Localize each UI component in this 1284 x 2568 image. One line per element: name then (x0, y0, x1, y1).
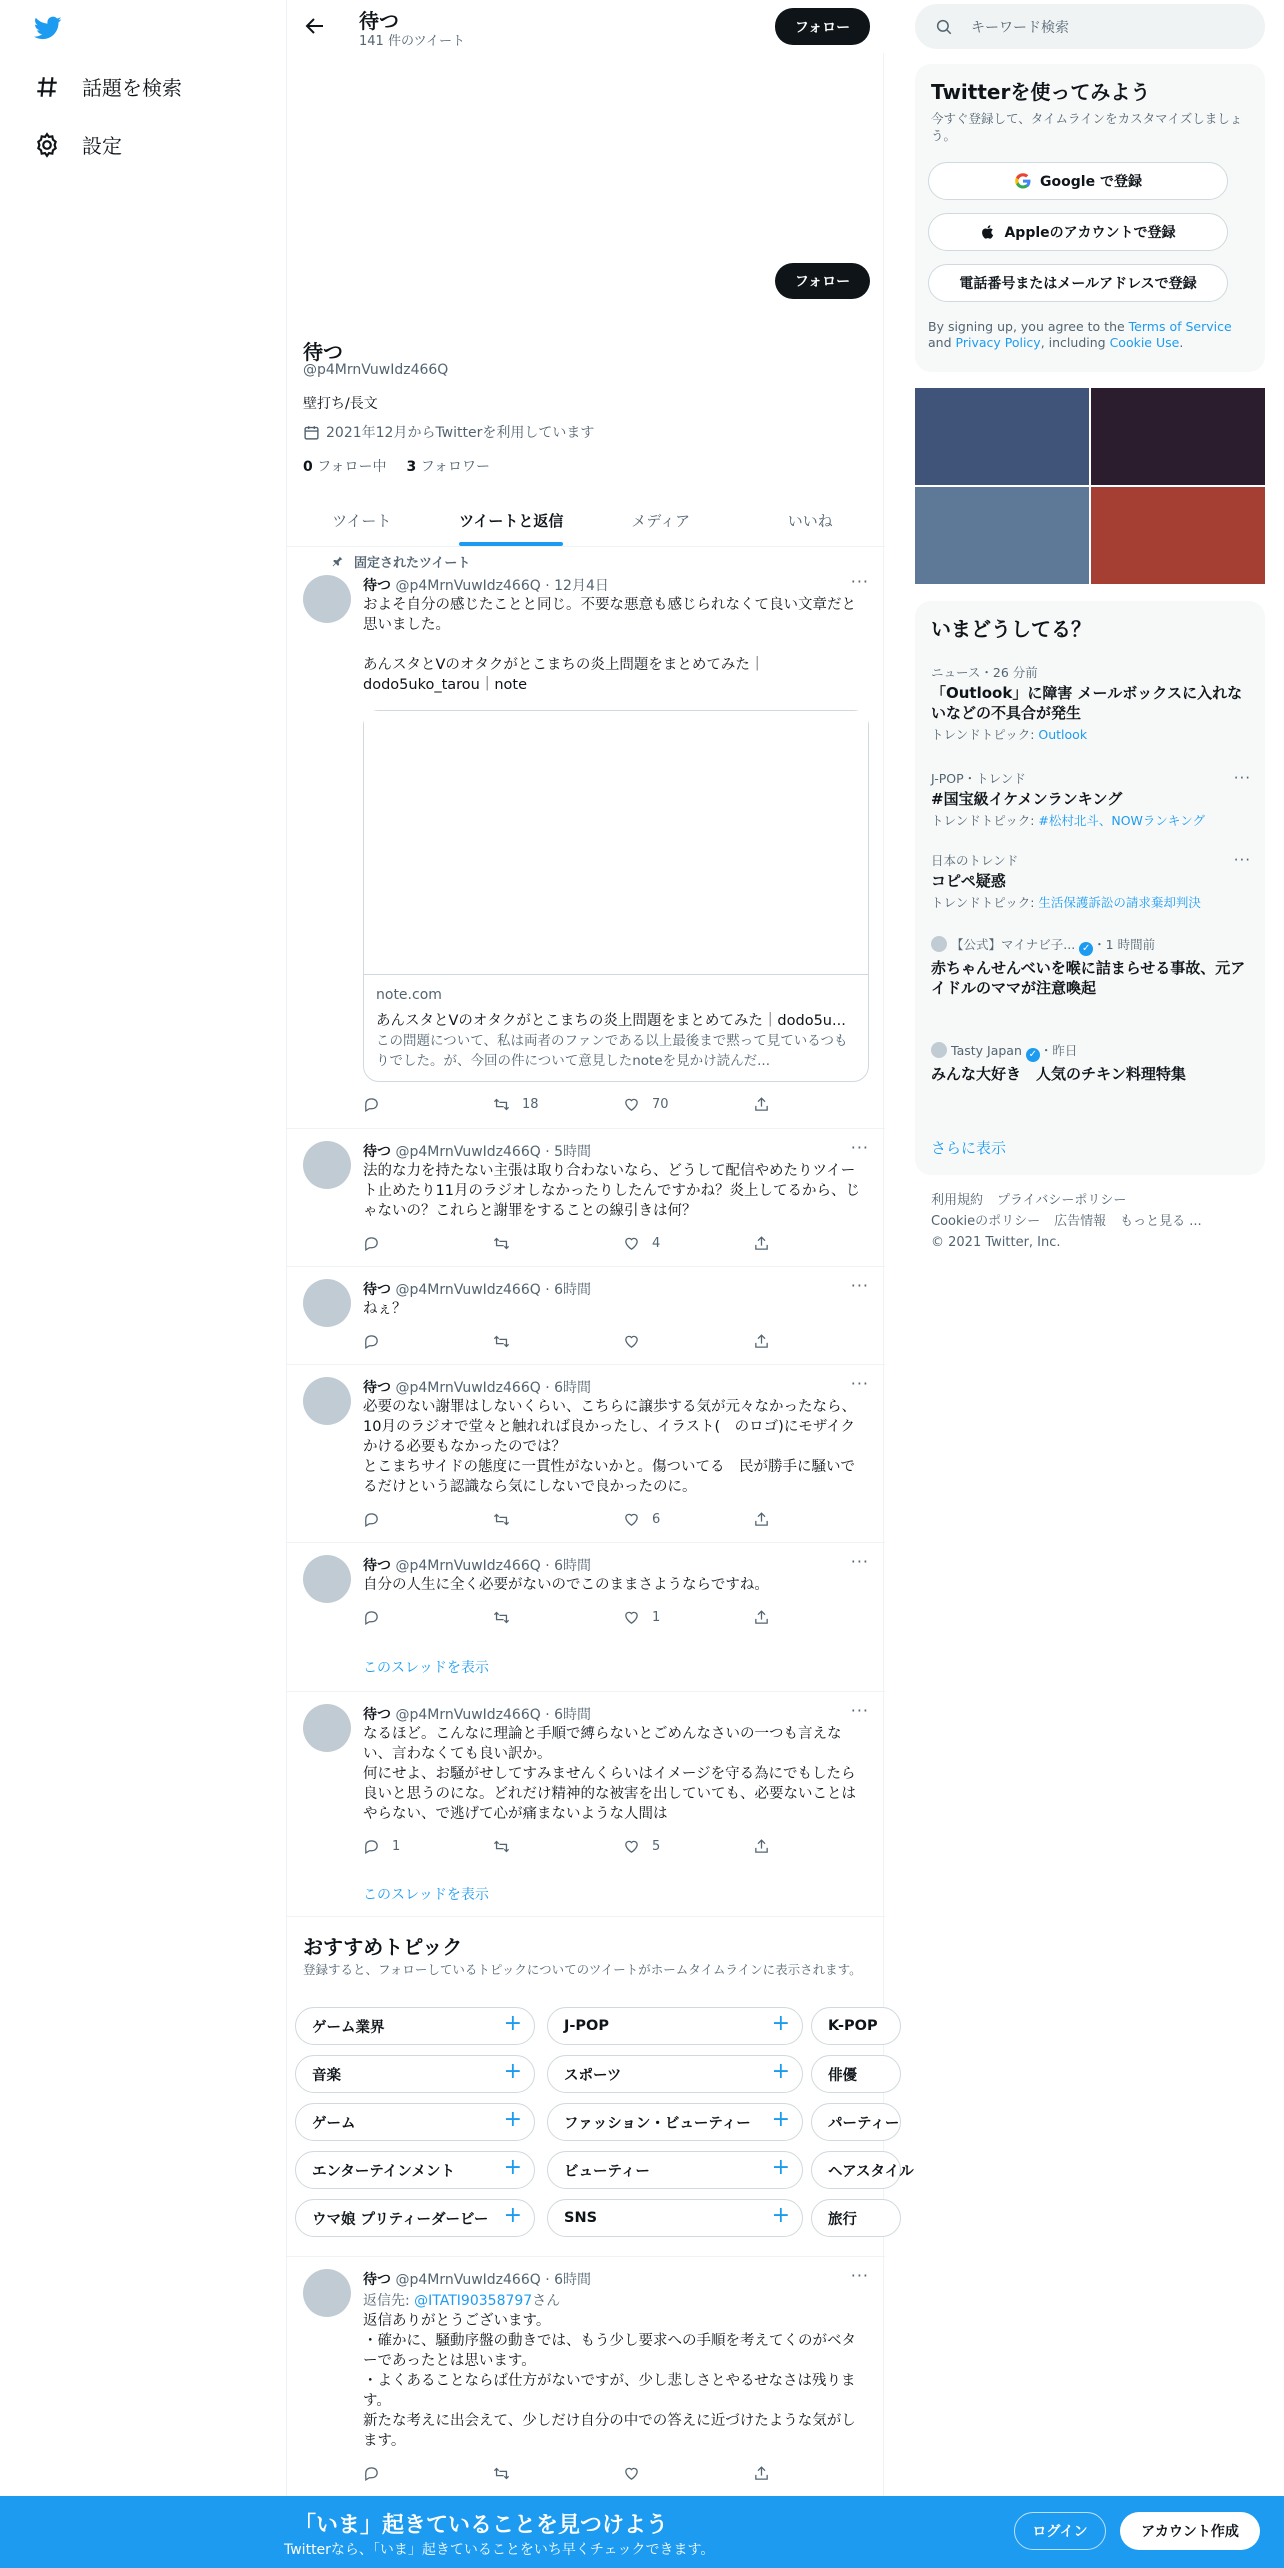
retweet-icon (493, 1235, 510, 1252)
reply-icon (363, 1838, 380, 1855)
retweet-icon (493, 1609, 510, 1626)
show-thread-link[interactable]: このスレッドを表示 (363, 1660, 489, 1676)
topic-chip[interactable] (295, 2199, 535, 2237)
trend-topic-link[interactable]: Outlook (1038, 727, 1088, 742)
share-button[interactable] (753, 2465, 773, 2482)
show-thread-link[interactable]: このスレッドを表示 (363, 1887, 489, 1903)
left-nav (0, 0, 286, 2568)
topics-subtitle: 登録すると、フォローしているトピックについてのツイートがホームタイムラインに表示されます。 (303, 1962, 862, 1977)
trend-topic (931, 893, 1251, 911)
like-button[interactable] (623, 1838, 713, 1855)
tweet-time[interactable]: 6時間 (554, 1282, 592, 1298)
search-bar[interactable] (915, 4, 1265, 49)
terms-text-2: and (928, 335, 952, 350)
topic-chip[interactable] (295, 2055, 535, 2093)
pin-icon (331, 555, 344, 568)
tab-tweets-replies[interactable]: ツイートと返信 (437, 494, 587, 546)
trend-meta (931, 1041, 1251, 1062)
topic-chip[interactable] (811, 2151, 914, 2189)
topic-chip[interactable] (547, 2199, 803, 2237)
main-column (286, 0, 914, 2568)
plus-icon[interactable]: + (771, 2011, 790, 2036)
share-icon (753, 1511, 770, 1528)
avatar (931, 936, 947, 952)
like-button[interactable] (623, 1511, 713, 1528)
topic-label: ゲーム (312, 2115, 356, 2132)
topic-label: 音楽 (312, 2067, 341, 2084)
topic-label: ゲーム業界 (312, 2019, 385, 2036)
profile-joined-text: 2021年12月からTwitterを利用しています (326, 425, 595, 441)
retweet-button[interactable] (493, 1609, 583, 1626)
tweet-header: 待つ @p4MrnVuwIdz466Q · 6時間 (363, 1707, 592, 1723)
retweet-icon (493, 2465, 510, 2482)
topic-chip[interactable] (547, 2007, 803, 2045)
reply-button[interactable] (363, 1333, 453, 1350)
tweet-author-handle[interactable]: @p4MrnVuwIdz466Q (395, 1558, 541, 1574)
share-icon (753, 1838, 770, 1855)
like-button[interactable] (623, 1235, 713, 1252)
like-icon (623, 1511, 640, 1528)
twitter-logo-icon[interactable] (32, 14, 64, 42)
nav-settings[interactable] (34, 130, 122, 159)
like-button[interactable] (623, 1096, 713, 1113)
trend-topic-label: トレンドトピック: (931, 813, 1035, 828)
pinned-label: 固定されたツイート (354, 556, 471, 571)
tweet-actions (363, 1096, 773, 1113)
plus-icon[interactable]: + (771, 2059, 790, 2084)
retweet-button[interactable] (493, 2465, 583, 2482)
tweet-header: 待つ @p4MrnVuwIdz466Q · 6時間 (363, 2272, 592, 2288)
retweet-icon (493, 1096, 510, 1113)
header-tweet-count: 141 件のツイート (359, 34, 466, 49)
topic-label: SNS (564, 2210, 598, 2226)
more-icon[interactable]: ··· (1233, 769, 1251, 787)
retweet-button[interactable] (493, 1235, 583, 1252)
phone-email-signup-button[interactable] (928, 264, 1228, 302)
more-icon[interactable]: ··· (850, 1552, 869, 1571)
retweet-icon (493, 1333, 510, 1350)
media-grid (915, 388, 1265, 584)
tweet-author-name[interactable]: 待つ (363, 2272, 391, 2288)
login-button[interactable]: ログイン (1014, 2512, 1106, 2550)
footer-link[interactable]: 広告情報 (1054, 1214, 1107, 1229)
trend-name: 赤ちゃんせんべいを喉に詰まらせる事故、元アイドルのママが注意喚起 (931, 959, 1246, 997)
tweet-text: 自分の人生に全く必要がないのでこのままさようならですね。 (363, 1577, 769, 1593)
more-icon[interactable]: ··· (850, 1701, 869, 1720)
reply-button[interactable] (363, 1096, 453, 1113)
nav-settings-label: 設定 (82, 134, 122, 158)
footer-links (931, 1190, 1251, 1253)
media-thumb[interactable] (1091, 388, 1265, 485)
like-icon (623, 2465, 640, 2482)
trend-topic-link[interactable]: #松村北斗、NOWランキング (1038, 813, 1206, 828)
share-icon (753, 1333, 770, 1350)
tweet-author-name[interactable]: 待つ (363, 578, 391, 594)
plus-icon[interactable]: + (771, 2107, 790, 2132)
topic-label: スポーツ (564, 2067, 622, 2084)
tweet-actions (363, 1235, 773, 1252)
reply-icon (363, 1096, 380, 1113)
following-link[interactable] (303, 456, 387, 476)
tweet-actions (363, 1838, 773, 1855)
profile-handle: @p4MrnVuwIdz466Q (303, 362, 449, 378)
following-count: 0 (303, 459, 313, 475)
share-icon (753, 1096, 770, 1113)
avatar[interactable] (303, 1555, 351, 1603)
profile-name: 待つ (303, 340, 343, 364)
tab-media[interactable]: メディア (631, 511, 691, 530)
share-button[interactable] (753, 1235, 773, 1252)
retweet-icon (493, 1838, 510, 1855)
following-label: フォロー中 (317, 459, 387, 475)
tweet-actions (363, 1609, 773, 1626)
topic-label: 旅行 (828, 2211, 857, 2228)
share-button[interactable] (753, 1609, 773, 1626)
tweet-text: ねぇ？ (363, 1301, 407, 1317)
google-icon (1014, 172, 1032, 190)
reply-to (363, 2290, 560, 2310)
header-profile-name: 待つ (359, 9, 399, 33)
like-button[interactable] (623, 1333, 713, 1350)
retweet-icon (493, 1511, 510, 1528)
tab-tweets[interactable]: ツイート (332, 511, 392, 530)
reply-button[interactable] (363, 1838, 453, 1855)
apple-signup-button[interactable] (928, 213, 1228, 251)
retweet-button[interactable] (493, 1838, 583, 1855)
tweet-header: 待つ @p4MrnVuwIdz466Q · 6時間 (363, 1282, 592, 1298)
tweet-author-name[interactable]: 待つ (363, 1707, 391, 1723)
header-follow-button[interactable]: フォロー (775, 8, 870, 45)
plus-icon[interactable]: + (503, 2155, 522, 2180)
phone-email-signup-label: 電話番号またはメールアドレスで登録 (959, 276, 1197, 292)
tweet-time[interactable]: 6時間 (554, 2272, 592, 2288)
privacy-policy-link[interactable]: Privacy Policy (955, 335, 1041, 350)
link-card-image (364, 711, 868, 975)
back-arrow-icon[interactable] (303, 14, 327, 38)
search-input[interactable]: キーワード検索 (971, 19, 1069, 36)
topic-chip[interactable] (547, 2103, 803, 2141)
trend-name: コピペ疑惑 (931, 872, 1006, 890)
plus-icon[interactable]: + (503, 2203, 522, 2228)
tweet-author-name[interactable]: 待つ (363, 1282, 391, 1298)
signup-title: Twitterを使ってみよう (931, 80, 1151, 104)
plus-icon[interactable]: + (503, 2059, 522, 2084)
share-button[interactable] (753, 1096, 773, 1113)
reply-icon (363, 1333, 380, 1350)
avatar (931, 1042, 947, 1058)
nav-explore[interactable] (34, 72, 182, 101)
google-signup-button[interactable] (928, 162, 1228, 200)
tweet-header: 待つ @p4MrnVuwIdz466Q · 12月4日 (363, 578, 609, 594)
profile-header-bar (287, 0, 885, 53)
retweet-button[interactable] (493, 1096, 583, 1113)
trend-item[interactable] (931, 851, 1251, 911)
tweet-author-handle[interactable]: @p4MrnVuwIdz466Q (395, 578, 541, 594)
tweet-author-handle[interactable]: @p4MrnVuwIdz466Q (395, 1380, 541, 1396)
like-count: 6 (652, 1512, 661, 1527)
tweet-actions (363, 1333, 773, 1350)
reply-icon (363, 1235, 380, 1252)
reply-button[interactable] (363, 1235, 453, 1252)
trend-topic (931, 725, 1251, 743)
trend-item[interactable] (931, 663, 1251, 743)
like-button[interactable] (623, 2465, 713, 2482)
topic-chip[interactable] (547, 2055, 803, 2093)
more-icon[interactable]: ··· (850, 1276, 869, 1295)
tweet-time[interactable]: 12月4日 (554, 578, 609, 594)
tweet-author-handle[interactable]: @p4MrnVuwIdz466Q (395, 1144, 541, 1160)
profile-follow-button[interactable]: フォロー (775, 263, 870, 299)
media-thumb[interactable] (1091, 487, 1265, 584)
trend-meta: 日本のトレンド (931, 853, 1019, 868)
trends-title: いまどうしてる？ (931, 617, 1091, 641)
copyright: © 2021 Twitter, Inc. (931, 1235, 1061, 1250)
reply-button[interactable] (363, 1609, 453, 1626)
avatar[interactable] (303, 1377, 351, 1425)
trend-topic-link[interactable]: 生活保護訴訟の請求棄却判決 (1038, 895, 1201, 910)
tweet-time[interactable]: 6時間 (554, 1707, 592, 1723)
topic-label: ビューティー (564, 2163, 650, 2180)
trend-meta (931, 935, 1251, 956)
avatar[interactable] (303, 1704, 351, 1752)
reply-to-suffix: さん (532, 2293, 561, 2309)
footer-link[interactable]: 利用規約 (931, 1193, 984, 1208)
bottom-signup-bar (0, 2496, 1284, 2568)
tweet-pinned[interactable] (287, 547, 885, 1129)
like-count: 1 (652, 1610, 661, 1625)
topic-chip[interactable] (811, 2199, 901, 2237)
trend-name: #国宝級イケメンランキング (931, 790, 1123, 808)
reply-count: 1 (392, 1839, 401, 1854)
tweet[interactable] (287, 1365, 885, 1543)
terms-of-service-link[interactable]: Terms of Service (1128, 319, 1232, 334)
terms-text-1: By signing up, you agree to the (928, 319, 1125, 334)
like-count: 70 (652, 1097, 669, 1112)
like-count: 5 (652, 1839, 661, 1854)
topic-chip[interactable] (295, 2103, 535, 2141)
cookie-use-link[interactable]: Cookie Use (1109, 335, 1180, 350)
tweet-time[interactable]: 6時間 (554, 1380, 592, 1396)
topic-label: ヘアスタイル (828, 2163, 914, 2180)
trend-topic-label: トレンドトピック: (931, 727, 1035, 742)
profile-tabs (287, 494, 885, 547)
tweet-text: およそ自分の感じたことと同じ。不要な悪意も感じられなくて良い文章だと思いました。 あんスタとVのオタクがとこまちの炎上問題をまとめてみた｜dodo5uko_tarou｜note (363, 597, 856, 693)
retweet-button[interactable] (493, 1511, 583, 1528)
footer-link[interactable]: もっと見る ... (1120, 1214, 1202, 1229)
signup-button[interactable]: アカウント作成 (1120, 2512, 1260, 2550)
profile-joined (303, 422, 594, 442)
hashtag-icon (34, 74, 60, 100)
reply-icon (363, 2465, 380, 2482)
trend-name: 「Outlook」に障害 メールボックスに入れないなどの不具合が発生 (931, 684, 1243, 722)
like-button[interactable] (623, 1609, 713, 1626)
trend-account: Tasty Japan (951, 1043, 1022, 1058)
tweet-text: 必要のない謝罪はしないくらい、こちらに譲歩する気が元々なかったなら、10月のラジオで堂々と触れれば良かったし、イラスト( のロゴ)にモザイクかける必要もなかったのでは？ とこまちサイドの態度に一貫性がないかと。傷ついてる 民が勝手に騒いでるだけという認識なら気にしないで良かったのに。 (363, 1399, 856, 1495)
reply-to-prefix: 返信先: (363, 2293, 410, 2309)
tweet[interactable] (287, 1543, 885, 1692)
apple-icon (980, 224, 996, 240)
tweet-header: 待つ @p4MrnVuwIdz466Q · 5時間 (363, 1144, 592, 1160)
tweet-header: 待つ @p4MrnVuwIdz466Q · 6時間 (363, 1380, 592, 1396)
tweet[interactable] (287, 1267, 885, 1365)
trend-time: ・昨日 (1039, 1043, 1078, 1058)
share-button[interactable] (753, 1333, 773, 1350)
footer-link[interactable]: Cookieのポリシー (931, 1214, 1041, 1229)
trend-account: 【公式】マイナビ子... (951, 937, 1076, 952)
tweet-actions (363, 1511, 773, 1528)
tweet-header: 待つ @p4MrnVuwIdz466Q · 6時間 (363, 1558, 592, 1574)
like-icon (623, 1235, 640, 1252)
media-thumb[interactable] (915, 388, 1089, 485)
reply-icon (363, 1609, 380, 1626)
followers-count: 3 (406, 459, 417, 475)
topic-chip[interactable] (811, 2007, 901, 2045)
tweet-author-handle[interactable]: @p4MrnVuwIdz466Q (395, 1707, 541, 1723)
more-icon[interactable]: ··· (850, 2266, 869, 2285)
avatar[interactable] (303, 575, 351, 623)
avatar[interactable] (303, 1141, 351, 1189)
topic-label: パーティー (828, 2115, 900, 2132)
topic-label: ウマ娘 プリティーダービー (312, 2211, 489, 2228)
like-icon (623, 1609, 640, 1626)
verified-icon: ✓ (1026, 1048, 1040, 1062)
plus-icon[interactable]: + (503, 2107, 522, 2132)
trend-topic-label: トレンドトピック: (931, 895, 1035, 910)
signup-panel (915, 64, 1265, 372)
plus-icon[interactable]: + (771, 2155, 790, 2180)
gear-icon (34, 132, 60, 158)
avatar[interactable] (303, 1279, 351, 1327)
plus-icon[interactable]: + (503, 2011, 522, 2036)
bottom-bar-subtitle: Twitterなら、「いま」起きていることをいち早くチェックできます。 (284, 2542, 715, 2558)
tweet-author-handle[interactable]: @p4MrnVuwIdz466Q (395, 2272, 541, 2288)
trend-topic (931, 811, 1251, 829)
trend-name: みんな大好き 人気のチキン料理特集 (931, 1065, 1186, 1083)
tweet-time[interactable]: 5時間 (554, 1144, 592, 1160)
tweet[interactable] (287, 1129, 885, 1267)
share-icon (753, 2465, 770, 2482)
like-count: 4 (652, 1236, 661, 1251)
tweet-author-name[interactable]: 待つ (363, 1144, 391, 1160)
topics-title: おすすめトピック (303, 1935, 463, 1959)
calendar-icon (303, 424, 320, 441)
reply-icon (363, 1511, 380, 1528)
tweet[interactable] (287, 2257, 885, 2496)
signup-subtitle: 今すぐ登録して、タイムラインをカスタマイズしましょう。 (931, 111, 1243, 143)
apple-signup-label: Appleのアカウントで登録 (1004, 225, 1176, 241)
share-icon (753, 1609, 770, 1626)
topic-chip[interactable] (811, 2103, 901, 2141)
reply-button[interactable] (363, 1511, 453, 1528)
tab-likes[interactable]: いいね (787, 511, 833, 530)
trend-item[interactable] (931, 1041, 1251, 1084)
show-more-link[interactable]: さらに表示 (931, 1139, 1007, 1157)
trend-meta: ニュース・26 分前 (931, 665, 1038, 680)
google-signup-label: Google で登録 (1040, 174, 1142, 190)
tweet-time[interactable]: 6時間 (554, 1558, 592, 1574)
tweet-actions (363, 2465, 773, 2482)
topic-chip[interactable] (295, 2151, 535, 2189)
topic-label: エンターテインメント (312, 2163, 455, 2180)
plus-icon[interactable]: + (771, 2203, 790, 2228)
profile-bio: 壁打ち/長文 (303, 396, 378, 412)
tweet-author-handle[interactable]: @p4MrnVuwIdz466Q (395, 1282, 541, 1298)
tweet-text: 返信ありがとうございます。 ・確かに、騒動序盤の動きでは、もう少し要求への手順を考えてくのがベターであったとは思います。 ・よくあることならば仕方がないですが、少し悲しさとやるせなさは残ります。 新たな考えに出会えて、少しだけ自分の中での答えに近づけたような気がします。 (363, 2313, 856, 2449)
retweet-count: 18 (522, 1097, 539, 1112)
trends-panel (915, 601, 1265, 1175)
pinned-indicator (331, 552, 470, 571)
like-icon (623, 1838, 640, 1855)
media-thumb[interactable] (915, 487, 1089, 584)
profile-follow-stats (303, 456, 490, 476)
tweet-author-name[interactable]: 待つ (363, 1558, 391, 1574)
trend-item[interactable] (931, 769, 1251, 829)
topic-label: ファッション・ビューティー (564, 2115, 751, 2132)
tweet-author-name[interactable]: 待つ (363, 1380, 391, 1396)
followers-label: フォロワー (420, 459, 491, 475)
share-button[interactable] (753, 1838, 773, 1855)
link-card[interactable] (363, 710, 869, 1082)
signup-terms (928, 319, 1248, 351)
share-icon (753, 1235, 770, 1252)
more-icon[interactable]: ··· (850, 1374, 869, 1393)
topic-chip[interactable] (811, 2055, 901, 2093)
trend-time: ・1 時間前 (1093, 937, 1156, 952)
topic-label: J-POP (564, 2018, 609, 2034)
share-button[interactable] (753, 1511, 773, 1528)
tweet-text: なるほど。こんなに理論と手順で縛らないとごめんなさいの一つも言えない、言わなくても良い訳か。 何にせよ、お騒がせしてすみませんくらいはイメージを守る為にでもしたら良いと思うのにな。どれだけ精神的な被害を出していても、必要ないことはやらない、で逃げて心が痛まないような人間は (363, 1726, 856, 1822)
like-icon (623, 1333, 640, 1350)
recommended-topics (287, 1917, 914, 2257)
link-card-description: この問題について、私は両者のファンである以上最後まで黙って見ているつもりでした。が、今回の件について意見したnoteを見かけ読んだ... (376, 1033, 848, 1069)
retweet-button[interactable] (493, 1333, 583, 1350)
link-card-domain: note.com (376, 987, 442, 1003)
trend-meta: J-POP・トレンド (931, 771, 1026, 786)
topic-chip[interactable] (547, 2151, 803, 2189)
topic-chip[interactable] (295, 2007, 535, 2045)
reply-button[interactable] (363, 2465, 453, 2482)
terms-text-4: . (1179, 335, 1184, 350)
search-icon (935, 18, 953, 36)
more-icon[interactable]: ··· (850, 1138, 869, 1157)
link-card-title: あんスタとVのオタクがとこまちの炎上問題をまとめてみた｜dodo5u... (376, 1013, 846, 1029)
footer-link[interactable]: プライバシーポリシー (997, 1193, 1127, 1208)
terms-text-3: , including (1040, 335, 1106, 350)
more-icon[interactable]: ··· (850, 572, 869, 591)
topic-label: 俳優 (828, 2067, 857, 2084)
verified-icon: ✓ (1079, 942, 1093, 956)
reply-to-user-link[interactable]: @ITATI90358797 (414, 2293, 533, 2309)
like-icon (623, 1096, 640, 1113)
bottom-bar-title: 「いま」起きていることを見つけよう (294, 2513, 669, 2538)
nav-explore-label: 話題を検索 (82, 76, 182, 100)
tweet-text: 法的な力を持たない主張は取り合わないなら、どうして配信やめたりツイート止めたり11月のラジオしなかったりしたんですかね？炎上してるから、じゃないの？これらと謝罪をすることの線引きは何？ (363, 1163, 860, 1219)
topic-label: K-POP (828, 2018, 878, 2034)
more-icon[interactable]: ··· (1233, 851, 1251, 869)
tweet[interactable] (287, 1692, 885, 1917)
followers-link[interactable] (407, 456, 491, 476)
trend-item[interactable] (931, 935, 1251, 998)
avatar[interactable] (303, 2269, 351, 2317)
